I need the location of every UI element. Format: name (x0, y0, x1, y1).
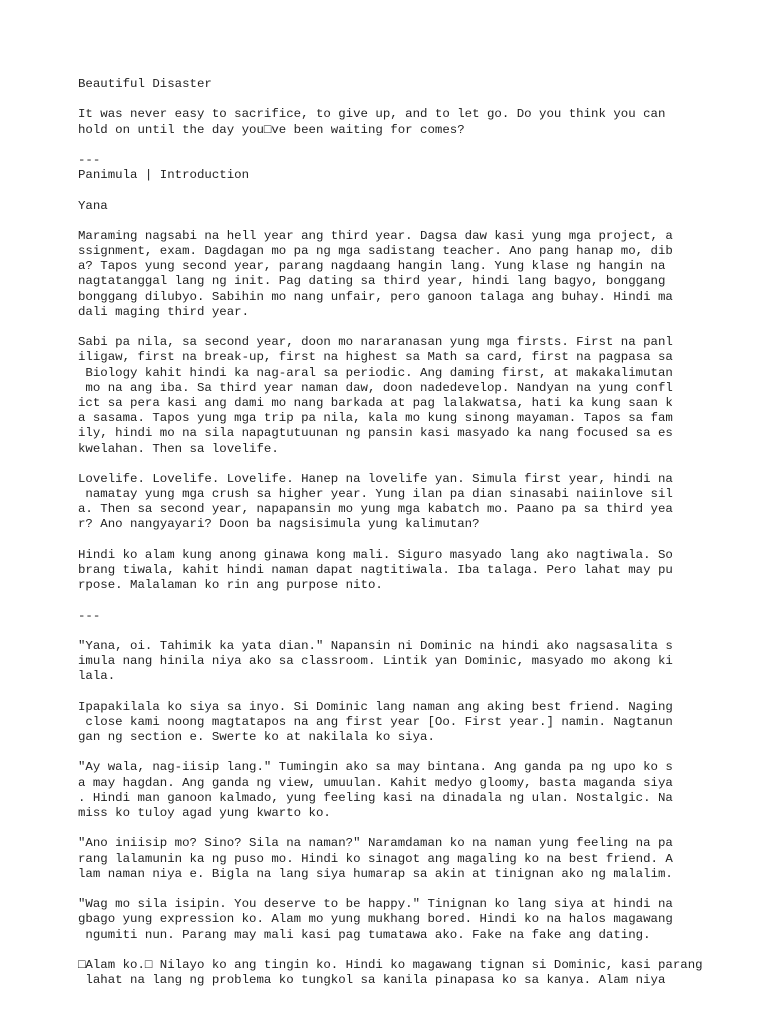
text-line: □Alam ko.□ Nilayo ko ang tingin ko. Hindi ko magawang tignan si Dominic, kasi parang (78, 957, 703, 972)
text-line: Biology kahit hindi ka nag-aral sa periodic. Ang daming first, at makakalimutan (78, 365, 673, 380)
blank-line (78, 624, 698, 639)
text-line: hold on until the day you□ve been waiting for comes? (78, 122, 465, 137)
text-line: miss ko tuloy agad yung kwarto ko. (78, 806, 331, 820)
blank-line (78, 92, 698, 107)
text-line: mo na ang iba. Sa third year naman daw, doon nadedevelop. Nandyan na yung confl (78, 380, 673, 395)
text-line: --- (78, 152, 101, 167)
text-line: Yana (78, 198, 108, 213)
blank-line (78, 533, 698, 548)
text-line: dali maging third year. (78, 304, 250, 319)
blank-line (78, 882, 698, 897)
blank-line (78, 943, 698, 958)
blank-line (78, 138, 698, 153)
text-line: gan ng section e. Swerte ko at nakilala ko siya. (78, 730, 435, 745)
text-line: a may hagdan. Ang ganda ng view, umuulan. Kahit medyo gloomy, basta maganda siya (78, 775, 673, 790)
text-line: ssignment, exam. Dagdagan mo pa ng mga sadistang teacher. Ano pang hanap mo, dib (78, 244, 673, 259)
blank-line (78, 745, 698, 760)
text-line: a? Tapos yung second year, parang nagdaang hangin lang. Yung klase ng hangin na (78, 259, 666, 274)
document-title: Beautiful Disaster (78, 77, 212, 91)
blank-line (78, 685, 698, 700)
text-line: "Wag mo sila isipin. You deserve to be happy." Tinignan ko lang siya at hindi na (78, 897, 673, 912)
text-line: lala. (78, 669, 116, 684)
text-line: rang lalamunin ka ng puso mo. Hindi ko sinagot ang magaling ko na best friend. A (78, 851, 673, 866)
text-line: iligaw, first na break-up, first na highest sa Math sa card, first na pagpasa sa (78, 350, 673, 365)
blank-line (78, 457, 698, 472)
text-line: a sasama. Tapos yung mga trip pa nila, kala mo kung sinong mayaman. Tapos sa fam (78, 411, 673, 426)
blank-line (78, 593, 698, 608)
text-line: a. Then sa second year, napapansin mo yung mga kabatch mo. Paano pa sa third yea (78, 502, 673, 517)
text-line: imula nang hinila niya ako sa classroom. Lintik yan Dominic, masyado mo akong ki (78, 654, 673, 669)
text-line: ict sa pera kasi ang dami mo nang barkada at pag lalakwatsa, hati ka kung saan k (78, 395, 673, 410)
text-line: Ipapakilala ko siya sa inyo. Si Dominic lang naman ang aking best friend. Naging (78, 699, 673, 714)
text-line: Lovelife. Lovelife. Lovelife. Hanep na lovelife yan. Simula first year, hindi na (78, 471, 673, 486)
text-line: . Hindi man ganoon kalmado, yung feeling kasi na dinadala ng ulan. Nostalgic. Na (78, 790, 673, 805)
text-line: "Ay wala, nag-iisip lang." Tumingin ako sa may bintana. Ang ganda pa ng upo ko s (78, 760, 673, 775)
text-line: Hindi ko alam kung anong ginawa kong mali. Siguro masyado lang ako nagtiwala. So (78, 547, 673, 562)
blank-line (78, 214, 698, 229)
text-line: r? Ano nangyayari? Doon ba nagsisimula yung kalimutan? (78, 517, 480, 532)
document-page (78, 77, 703, 988)
blank-line (78, 821, 698, 836)
text-line: brang tiwala, kahit hindi naman dapat nagtitiwala. Iba talaga. Pero lahat may pu (78, 563, 673, 577)
text-line: close kami noong magtatapos na ang first year [Oo. First year.] namin. Nagtanun (78, 714, 673, 729)
text-line: bonggang dilubyo. Sabihin mo nang unfair, pero ganoon talaga ang buhay. Hindi ma (78, 289, 673, 304)
text-line: nagtatanggal lang ng init. Pag dating sa third year, hindi lang bagyo, bonggang (78, 274, 666, 289)
blank-line (78, 320, 698, 335)
text-line: lahat na lang ng problema ko tungkol sa kanila pinapasa ko sa kanya. Alam niya (78, 973, 666, 988)
text-line: "Yana, oi. Tahimik ka yata dian." Napansin ni Dominic na hindi ako nagsasalita s (78, 638, 673, 653)
text-line: ily, hindi mo na sila napagtutuunan ng pansin kasi masyado ka nang focused sa es (78, 426, 673, 441)
text-line: gbago yung expression ko. Alam mo yung mukhang bored. Hindi ko na halos magawang (78, 912, 673, 927)
blank-line (78, 183, 698, 198)
text-line: "Ano iniisip mo? Sino? Sila na naman?" Naramdaman ko na naman yung feeling na pa (78, 836, 673, 851)
text-line: lam naman niya e. Bigla na lang siya humarap sa akin at tinignan ako ng malalim. (78, 866, 673, 881)
text-line: --- (78, 608, 101, 623)
text-line: rpose. Malalaman ko rin ang purpose nito. (78, 578, 383, 593)
text-line: Maraming nagsabi na hell year ang third year. Dagsa daw kasi yung mga project, a (78, 228, 673, 243)
text-line: namatay yung mga crush sa higher year. Yung ilan pa dian sinasabi naiinlove sil (78, 487, 673, 502)
text-line: Sabi pa nila, sa second year, doon mo nararanasan yung mga firsts. First na panl (78, 335, 673, 350)
text-line: ngumiti nun. Parang may mali kasi pag tumatawa ako. Fake na fake ang dating. (78, 927, 651, 942)
text-line: It was never easy to sacrifice, to give up, and to let go. Do you think you can (78, 107, 666, 122)
text-line: Panimula | Introduction (78, 168, 250, 183)
text-line: kwelahan. Then sa lovelife. (78, 441, 279, 456)
